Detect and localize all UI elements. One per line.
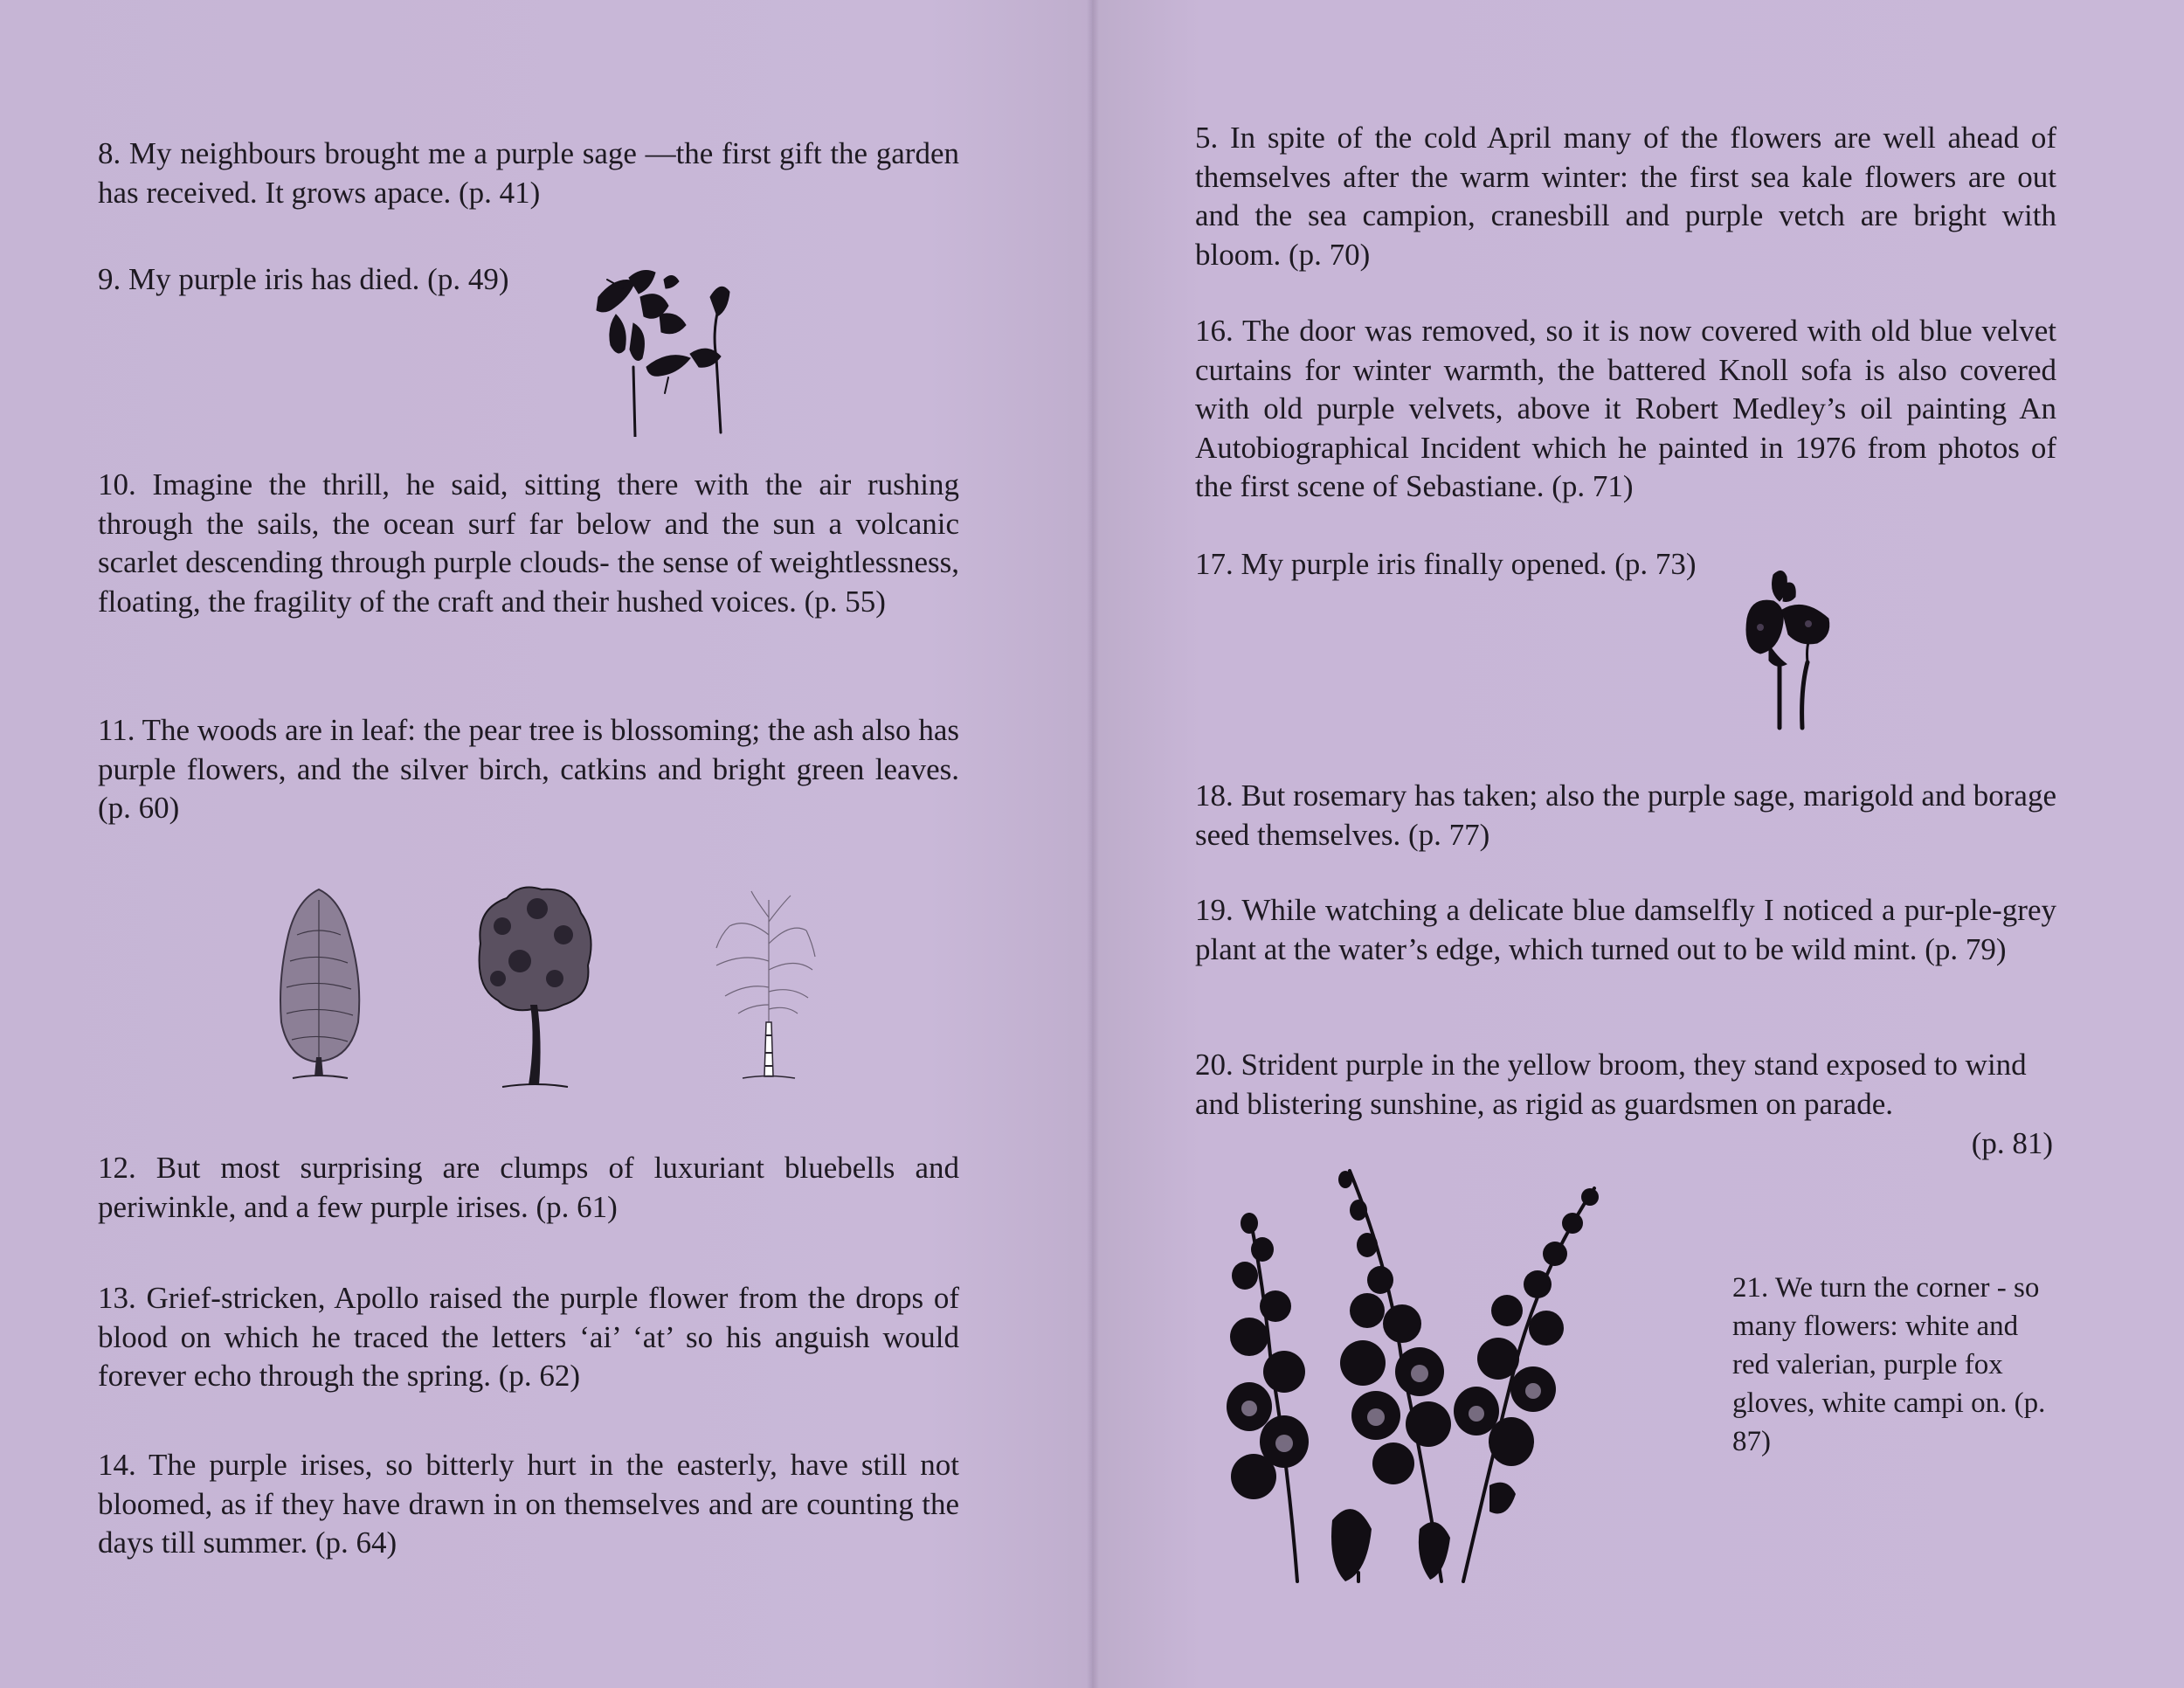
entry-15: 5. In spite of the cold April many of the flowers are well ahead of themselves after the warm winter: the first sea kale flowers are out and the sea campion, cranesbill and purple vetch are bright with bloom. (p. 70)	[1195, 121, 2056, 272]
book-gutter	[1087, 0, 1099, 1688]
foxgloves-illustration	[1201, 1162, 1621, 1590]
entry-21: 21. We turn the corner - so many flowers: white and red valerian, purple fox gloves, white campi on. (p. 87)	[1732, 1272, 2046, 1457]
entry-9: 9. My purple iris has died. (p. 49)	[98, 262, 509, 296]
entry-20: 20. Strident purple in the yellow broom, they stand exposed to wind and blistering sunshine, as rigid as guardsmen on parade.	[1195, 1048, 2027, 1121]
entry-10: 10. Imagine the thrill, he said, sitting there with the air rushing through the sails, the ocean surf far below and the sun a volcanic scarlet descending through purple clouds- the sense of weightlessness, floating, the fragility of the craft and their hushed voices. (p. 55)	[98, 467, 959, 619]
entry-20-page-ref: (p. 81)	[1971, 1126, 2053, 1160]
entry-11: 11. The woods are in leaf: the pear tree is blossoming; the ash also has purple flowers, and the silver birch, catkins and bright green leaves. (p. 60)	[98, 713, 959, 825]
dead-iris-illustration	[581, 262, 747, 437]
pear-tree-illustration	[262, 882, 376, 1083]
iris-flower-illustration	[1734, 566, 1839, 732]
entry-19: 19. While watching a delicate blue damselfly I noticed a pur-ple-grey plant at the water’s edge, which turned out to be wild mint. (p. 79)	[1195, 893, 2056, 966]
entry-16: 16. The door was removed, so it is now covered with old blue velvet curtains for winter warmth, the battered Knoll sofa is also covered with old purple velvets, above it Robert Medley’s oil painting An Autobiographical Incident which he painted in 1976 from photos of the first scene of Sebastiane. (p. 71)	[1195, 314, 2056, 503]
entry-12: 12. But most surprising are clumps of luxuriant bluebells and periwinkle, and a few purple irises. (p. 61)	[98, 1151, 959, 1224]
entry-8: 8. My neighbours brought me a purple sage —the first gift the garden has received. It grows apace. (p. 41)	[98, 136, 959, 210]
entry-13: 13. Grief-stricken, Apollo raised the purple flower from the drops of blood on which he traced the letters ‘ai’ ‘at’ so his anguish would forever echo through the spring. (p. 62)	[98, 1281, 959, 1393]
entry-17: 17. My purple iris finally opened. (p. 73)	[1195, 547, 1697, 581]
entry-14: 14. The purple irises, so bitterly hurt in the easterly, have still not bloomed, as if they have drawn in on themselves and are counting the days till summer. (p. 64)	[98, 1448, 959, 1560]
entry-18: 18. But rosemary has taken; also the purple sage, marigold and borage seed themselves. (p. 77)	[1195, 778, 2056, 852]
silver-birch-illustration	[703, 882, 817, 1083]
ash-tree-illustration	[467, 882, 598, 1092]
